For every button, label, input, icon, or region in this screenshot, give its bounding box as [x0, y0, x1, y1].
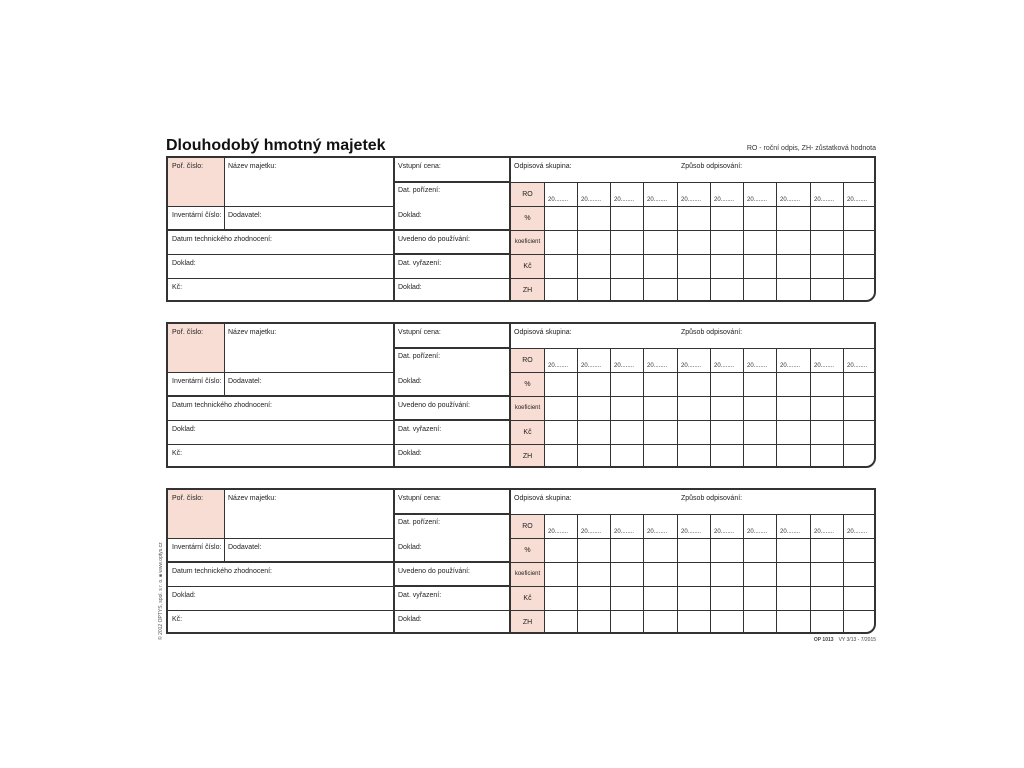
year-label: 20........ [847, 363, 868, 369]
por-cislo-label: Poř. číslo: [172, 495, 204, 502]
year-label: 20........ [614, 197, 635, 203]
inventarni-cislo-label: Inventární číslo: [172, 544, 222, 551]
odpisova-skupina-label: Odpisová skupina: [514, 495, 572, 502]
legend-note: RO - roční odpis, ZH- zůstatková hodnota [746, 145, 876, 152]
datum-zhodnoceni-label: Datum technického zhodnocení: [172, 402, 273, 409]
year-label: 20........ [548, 529, 569, 535]
vstupni-cena-label: Vstupní cena: [398, 329, 441, 336]
year-label: 20........ [747, 529, 768, 535]
year-label: 20........ [647, 197, 668, 203]
year-label: 20........ [714, 529, 735, 535]
page-title: Dlouhodobý hmotný majetek [166, 137, 386, 154]
year-label: 20........ [747, 363, 768, 369]
asset-card-1 [166, 156, 876, 302]
percent-code: % [524, 546, 531, 554]
doklad-label: Doklad: [172, 592, 196, 599]
year-label: 20........ [548, 197, 569, 203]
nazev-majetku-label: Název majetku: [228, 495, 277, 502]
publisher-side-text: © 2012 OPTYS, spol. s r. o. ■ www.optys.cz [158, 542, 164, 640]
year-label: 20........ [681, 363, 702, 369]
zh-code: ZH [522, 618, 533, 626]
koeficient-code: koeficient [514, 405, 541, 411]
year-label: 20........ [581, 197, 602, 203]
asset-card-3 [166, 488, 876, 634]
year-label: 20........ [814, 529, 835, 535]
doklad-label: Doklad: [398, 378, 422, 385]
nazev-majetku-label: Název majetku: [228, 329, 277, 336]
doklad-label: Doklad: [398, 544, 422, 551]
uvedeno-do-pouzivani-label: Uvedeno do používání: [398, 236, 470, 243]
kc-code: Kč [523, 594, 532, 602]
vstupni-cena-label: Vstupní cena: [398, 163, 441, 170]
year-label: 20........ [647, 529, 668, 535]
datum-zhodnoceni-label: Datum technického zhodnocení: [172, 568, 273, 575]
por-cislo-label: Poř. číslo: [172, 163, 204, 170]
year-label: 20........ [614, 363, 635, 369]
dat-porizeni-label: Dat. pořízení: [398, 519, 441, 526]
year-label: 20........ [681, 197, 702, 203]
year-label: 20........ [581, 529, 602, 535]
doklad-label: Doklad: [172, 260, 196, 267]
ro-code: RO [522, 190, 533, 198]
year-label: 20........ [548, 363, 569, 369]
year-label: 20........ [581, 363, 602, 369]
zpusob-odpisovani-label: Způsob odpisování: [681, 495, 743, 502]
dodavatel-label: Dodavatel: [228, 378, 262, 385]
percent-code: % [524, 214, 531, 222]
year-label: 20........ [780, 197, 801, 203]
uvedeno-do-pouzivani-label: Uvedeno do používání: [398, 568, 470, 575]
year-label: 20........ [814, 363, 835, 369]
year-label: 20........ [747, 197, 768, 203]
doklad-label: Doklad: [398, 450, 422, 457]
vstupni-cena-label: Vstupní cena: [398, 495, 441, 502]
doklad-label: Doklad: [398, 284, 422, 291]
nazev-majetku-label: Název majetku: [228, 163, 277, 170]
year-label: 20........ [614, 529, 635, 535]
form-code-number: OP 1013 [813, 637, 834, 643]
odpisova-skupina-label: Odpisová skupina: [514, 163, 572, 170]
dat-porizeni-label: Dat. pořízení: [398, 353, 441, 360]
zh-code: ZH [522, 452, 533, 460]
form-code [770, 637, 876, 643]
year-label: 20........ [780, 529, 801, 535]
inventarni-cislo-label: Inventární číslo: [172, 378, 222, 385]
koeficient-code: koeficient [514, 571, 541, 577]
year-label: 20........ [681, 529, 702, 535]
doklad-label: Doklad: [172, 426, 196, 433]
year-label: 20........ [814, 197, 835, 203]
uvedeno-do-pouzivani-label: Uvedeno do používání: [398, 402, 470, 409]
doklad-label: Doklad: [398, 616, 422, 623]
dat-vyrazeni-label: Dat. vyřazení: [398, 592, 442, 599]
por-cislo-label: Poř. číslo: [172, 329, 204, 336]
kc-code: Kč [523, 428, 532, 436]
odpisova-skupina-label: Odpisová skupina: [514, 329, 572, 336]
asset-card-2 [166, 322, 876, 468]
ro-code: RO [522, 522, 533, 530]
dat-porizeni-label: Dat. pořízení: [398, 187, 441, 194]
zh-code: ZH [522, 286, 533, 294]
kc-label: Kč: [172, 284, 183, 291]
year-label: 20........ [847, 197, 868, 203]
dodavatel-label: Dodavatel: [228, 212, 262, 219]
dat-vyrazeni-label: Dat. vyřazení: [398, 260, 442, 267]
year-label: 20........ [780, 363, 801, 369]
koeficient-code: koeficient [514, 239, 541, 245]
year-label: 20........ [714, 363, 735, 369]
datum-zhodnoceni-label: Datum technického zhodnocení: [172, 236, 273, 243]
dodavatel-label: Dodavatel: [228, 544, 262, 551]
kc-label: Kč: [172, 616, 183, 623]
kc-code: Kč [523, 262, 532, 270]
zpusob-odpisovani-label: Způsob odpisování: [681, 329, 743, 336]
inventarni-cislo-label: Inventární číslo: [172, 212, 222, 219]
zpusob-odpisovani-label: Způsob odpisování: [681, 163, 743, 170]
ro-code: RO [522, 356, 533, 364]
kc-label: Kč: [172, 450, 183, 457]
form-code-detail: VY 3/13 - 7/2015 [838, 637, 876, 643]
year-label: 20........ [647, 363, 668, 369]
percent-code: % [524, 380, 531, 388]
year-label: 20........ [847, 529, 868, 535]
dat-vyrazeni-label: Dat. vyřazení: [398, 426, 442, 433]
year-label: 20........ [714, 197, 735, 203]
doklad-label: Doklad: [398, 212, 422, 219]
